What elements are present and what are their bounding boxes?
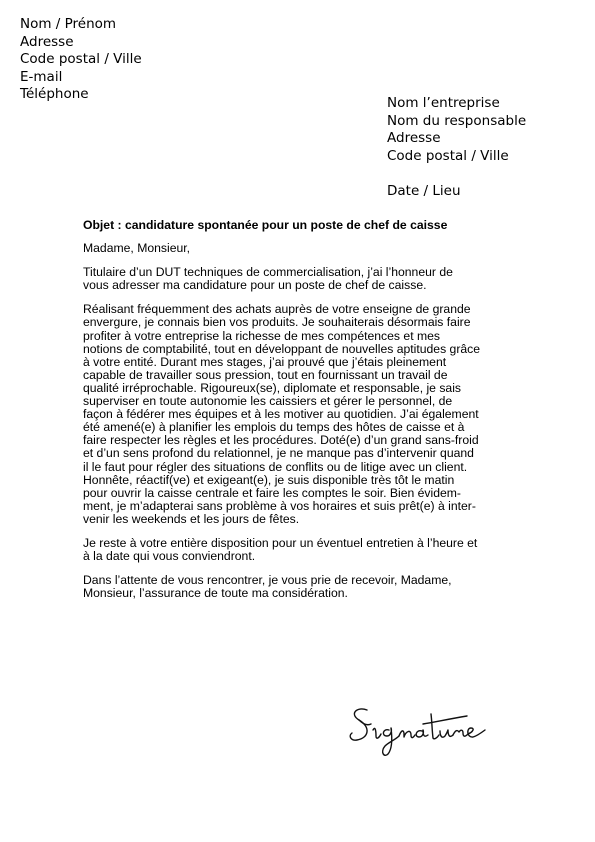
text-line: Réalisant fréquemment des achats auprès de votre enseigne de grande bbox=[83, 302, 471, 317]
recipient-address: Adresse bbox=[387, 130, 441, 146]
text-line: vous adresser ma candidature pour un poste de chef de caisse. bbox=[83, 278, 427, 293]
letter-subject: Objet : candidature spontanée pour un poste de chef de caisse bbox=[83, 218, 448, 232]
text-line: profiter à votre entreprise la richesse de mes compétences et mes bbox=[83, 328, 440, 343]
sender-address: Adresse bbox=[20, 33, 74, 50]
date-place: Date / Lieu bbox=[387, 183, 461, 199]
letter-body bbox=[83, 219, 518, 611]
recipient-manager: Nom du responsable bbox=[387, 112, 527, 129]
text-line: pour ouvrir la caisse centrale et faire les comptes le soir. Bien évidem- bbox=[83, 485, 461, 500]
text-line: il le faut pour régler des situations de conflits ou de litige avec un client. bbox=[83, 459, 468, 474]
sender-email: E-mail bbox=[20, 68, 63, 85]
paragraph-closing bbox=[83, 574, 518, 600]
text-line: faire respecter les règles et les procédures. Doté(e) d’un grand sans-froid bbox=[83, 433, 479, 448]
text-line: venir les weekends et les jours de fêtes. bbox=[83, 511, 300, 526]
signature-image bbox=[345, 700, 505, 760]
text-line: envergure, je connais bien vos produits. Je souhaiterais désormais faire bbox=[83, 315, 471, 330]
paragraph-experience bbox=[83, 303, 518, 526]
text-line: Titulaire d’un DUT techniques de commercialisation, j’ai l’honneur de bbox=[83, 265, 453, 280]
text-line: Je reste à votre entière disposition pour un éventuel entretien à l’heure et bbox=[83, 535, 478, 550]
text-line: Monsieur, l’assurance de toute ma considération. bbox=[83, 586, 348, 601]
paragraph-intro bbox=[83, 266, 518, 292]
recipient-postal-city: Code postal / Ville bbox=[387, 147, 509, 164]
paragraph-availability bbox=[83, 537, 518, 563]
text-line: à votre entité. Durant mes stages, j’ai prouvé que j’étais pleinement bbox=[83, 354, 447, 369]
text-line: à la date qui vous conviendront. bbox=[83, 549, 256, 564]
text-line: Honnête, réactif(ve) et exigeant(e), je suis disponible très tôt le matin bbox=[83, 472, 455, 487]
sender-name: Nom / Prénom bbox=[20, 16, 117, 32]
text-line: notions de comptabilité, tout en développant de nouvelles aptitudes grâce bbox=[83, 341, 481, 356]
salutation: Madame, Monsieur, bbox=[83, 241, 191, 256]
recipient-block bbox=[387, 95, 526, 201]
text-line: qualité irréprochable. Rigoureux(se), diplomate et responsable, je sais bbox=[83, 380, 462, 395]
sender-block bbox=[20, 16, 142, 104]
text-line: façon à fédérer mes équipes et à les motiver au quotidien. J’ai également bbox=[83, 407, 479, 422]
text-line: superviser en toute autonomie les caissiers et gérer le personnel, de bbox=[83, 394, 453, 409]
sender-phone: Téléphone bbox=[20, 86, 89, 103]
text-line: été amené(e) à planifier les emplois du temps des hôtes de caisse et à bbox=[83, 420, 465, 435]
recipient-company: Nom l’entreprise bbox=[387, 95, 500, 111]
text-line: et d’un sens profond du relationnel, je ne manque pas d’intervenir quand bbox=[83, 446, 474, 461]
text-line: ment, je m’adapterai sans problème à vos horaires et suis prêt(e) à inter- bbox=[83, 498, 476, 513]
sender-postal-city: Code postal / Ville bbox=[20, 51, 142, 68]
text-line: Dans l’attente de vous rencontrer, je vous prie de recevoir, Madame, bbox=[83, 573, 452, 588]
text-line: capable de travailler sous pression, tout en fournissant un travail de bbox=[83, 367, 448, 382]
